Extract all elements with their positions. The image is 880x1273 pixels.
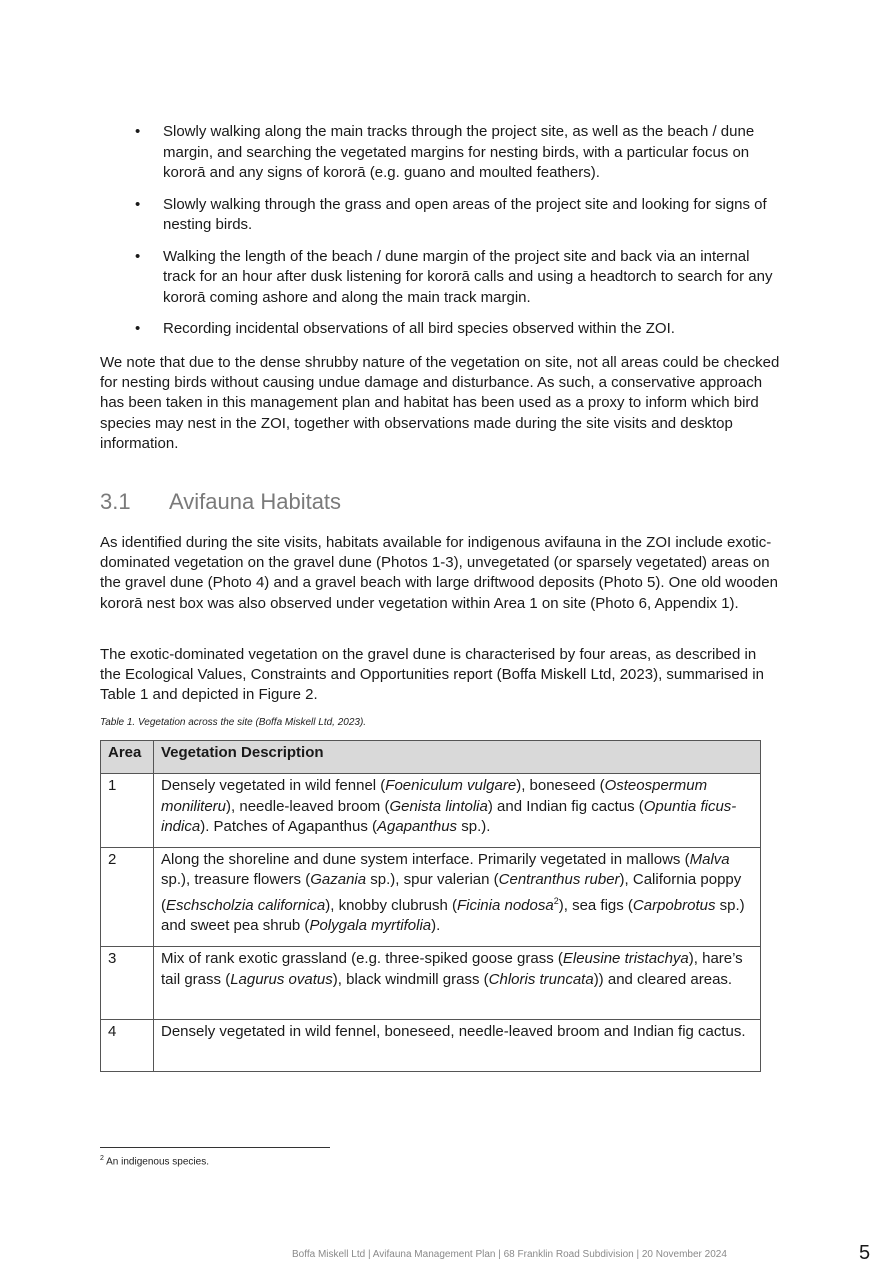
page-number: 5	[859, 1242, 871, 1264]
description-text: ), California poppy (	[161, 871, 742, 914]
footnote-divider	[100, 1147, 330, 1148]
table-row	[101, 1020, 761, 1072]
description-text: Densely vegetated in wild fennel, boneseed, needle-leaved broom and Indian fig cactus.	[161, 1023, 746, 1041]
description-text: Densely vegetated in wild fennel (	[161, 777, 386, 795]
description-cell	[154, 947, 761, 1020]
species-name: Osteospermum moniliteru	[161, 777, 708, 815]
species-name: Eschscholzia californica	[166, 896, 326, 914]
table-caption: Table 1. Vegetation across the site (Boffa Miskell Ltd, 2023).	[100, 717, 367, 728]
bullet-marker: •	[135, 195, 141, 213]
list-item	[100, 319, 780, 340]
species-name: Chloris truncata	[488, 970, 594, 988]
species-name: Agapanthus	[376, 817, 458, 835]
list-item	[100, 195, 780, 236]
species-name: Opuntia ficus-indica	[161, 797, 737, 835]
species-name: Ficinia nodosa	[456, 896, 554, 914]
description-text: Along the shoreline and dune system interface. Primarily vegetated in mallows (	[161, 851, 690, 869]
table-row	[101, 774, 761, 848]
description-text: sp.), spur valerian (	[366, 871, 499, 889]
description-cell	[154, 1020, 761, 1072]
header-area: Area	[101, 741, 154, 774]
species-name: Polygala myrtifolia	[309, 917, 432, 935]
description-text: sp.) and sweet pea shrub (	[161, 896, 745, 935]
area-cell: 1	[101, 774, 154, 848]
area-cell: 4	[101, 1020, 154, 1072]
species-name: Genista lintolia	[389, 797, 488, 815]
section-title: Avifauna Habitats	[169, 489, 342, 514]
description-text: Mix of rank exotic grassland (e.g. three-spiked goose grass (	[161, 950, 563, 968]
header-vegetation-description: Vegetation Description	[154, 741, 761, 774]
species-name: Lagurus ovatus	[230, 970, 333, 988]
description-text: ).	[431, 917, 441, 935]
method-bullet-list	[100, 122, 780, 351]
description-text: ). Patches of Agapanthus (	[200, 817, 377, 835]
bullet-marker: •	[135, 123, 141, 140]
section-number: 3.1	[100, 489, 131, 514]
table-header-row	[101, 741, 761, 774]
vegetation-table	[100, 740, 761, 1072]
bullet-text: Slowly walking along the main tracks through the project site, as well as the beach / dune margin, and searching the vegetated margins for nesting birds, with a particular focus on kororā and any signs of kororā (e.g. guano and moulted feathers).	[163, 123, 755, 181]
species-name: Carpobrotus	[632, 896, 716, 914]
description-text: )) and cleared areas.	[593, 970, 733, 988]
description-text: sp.).	[457, 817, 491, 835]
paragraph-habitats: As identified during the site visits, habitats available for indigenous avifauna in the ZOI include exotic-dominated vegetation on the gravel dune (Photos 1-3), unvegetated (or sparsely vegetated) areas on the gravel dune (Photo 4) and a gravel beach with large driftwood deposits (Photo 5). One old wooden kororā nest box was also observed under vegetation within Area 1 on site (Photo 6, Appendix 1).	[100, 534, 778, 612]
footnote-text: An indigenous species.	[103, 1156, 209, 1168]
table-row	[101, 848, 761, 947]
section-heading	[100, 488, 780, 516]
description-text: ) and Indian fig cactus (	[487, 797, 644, 815]
bullet-marker: •	[135, 320, 141, 337]
list-item	[100, 247, 780, 309]
species-name: Foeniculum vulgare	[385, 777, 517, 795]
description-cell	[154, 848, 761, 947]
species-name: Gazania	[310, 871, 367, 889]
footnote-reference: 2	[553, 895, 559, 906]
bullet-text: Walking the length of the beach / dune margin of the project site and back via an internal track for an hour after dusk listening for kororā calls and using a headtorch to search for any kororā coming ashore and along the main track margin.	[163, 247, 773, 306]
description-text: ), knobby clubrush (	[325, 896, 457, 914]
bullet-text: Recording incidental observations of all bird species observed within the ZOI.	[163, 320, 675, 337]
species-name: Centranthus ruber	[498, 871, 620, 889]
description-text: ), needle-leaved broom (	[226, 797, 390, 815]
paragraph-survey-limitations: We note that due to the dense shrubby nature of the vegetation on site, not all areas could be checked for nesting birds without causing undue damage and disturbance. As such, a conservative approach has been taken in this management plan and habitat has been used as a proxy to inform which bird species may nest in the ZOI, together with observations made during the site visits and desktop information.	[100, 354, 780, 452]
bullet-marker: •	[135, 247, 141, 265]
footnote-mark: 2	[100, 1155, 104, 1162]
table-row	[101, 947, 761, 1020]
description-text: sp.), treasure flowers (	[161, 871, 311, 889]
bullet-text: Slowly walking through the grass and open areas of the project site and looking for signs of nesting birds.	[163, 195, 767, 233]
description-text: ), hare’s tail grass (	[161, 950, 743, 988]
paragraph-vegetation-areas: The exotic-dominated vegetation on the gravel dune is characterised by four areas, as described in the Ecological Values, Constraints and Opportunities report (Boffa Miskell Ltd, 2023), summarised in Table 1 and depicted in Figure 2.	[100, 646, 764, 704]
description-cell	[154, 774, 761, 848]
description-text: ), black windmill grass (	[332, 970, 489, 988]
description-text: ), sea figs (	[558, 896, 633, 914]
species-name: Eleusine tristachya	[562, 950, 689, 968]
area-cell: 2	[101, 848, 154, 947]
area-cell: 3	[101, 947, 154, 1020]
page-footer: Boffa Miskell Ltd | Avifauna Management Plan | 68 Franklin Road Subdivision | 20 November 2024	[292, 1249, 727, 1260]
list-item	[100, 122, 780, 184]
footnote	[100, 1155, 209, 1167]
species-name: Malva	[689, 851, 730, 869]
description-text: ), boneseed (	[516, 777, 605, 795]
